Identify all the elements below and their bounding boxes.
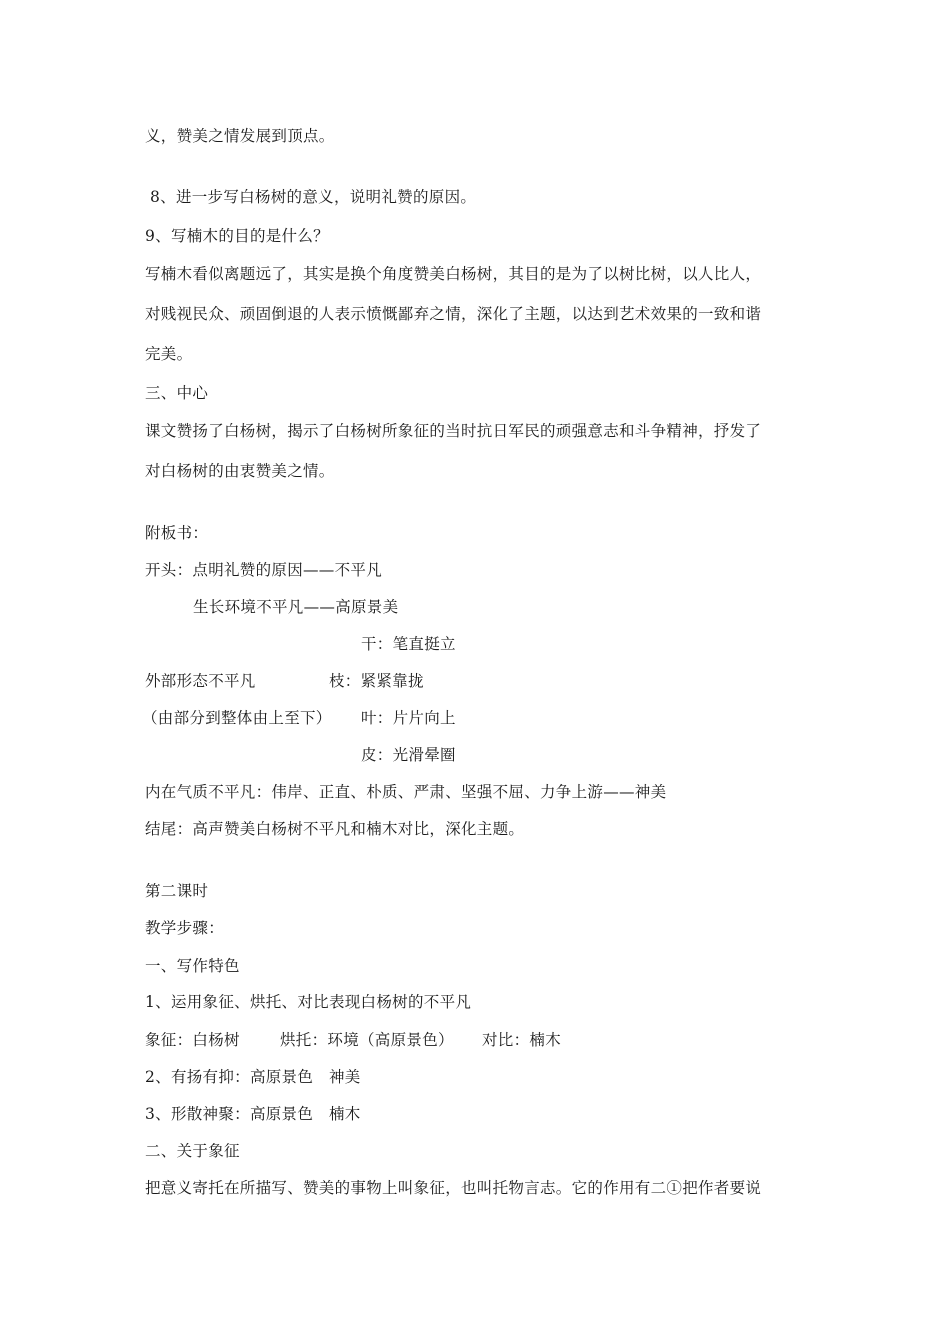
section-heading: 一、写作特色	[145, 957, 240, 975]
text-line: 把意义寄托在所描写、赞美的事物上叫象征，也叫托物言志。它的作用有二①把作者要说	[145, 1179, 762, 1197]
text-line: 完美。	[145, 345, 193, 363]
text-line: 叶：片片向上	[361, 709, 456, 727]
text-line: 3、形散神聚：高原景色 楠木	[145, 1105, 361, 1123]
text-line: 2、有扬有抑：高原景色 神美	[145, 1068, 361, 1086]
text-line: 象征：白杨树	[145, 1031, 240, 1049]
section-heading: 二、关于象征	[145, 1142, 240, 1160]
text-line: （由部分到整体由上至下）	[142, 709, 332, 727]
text-line: 外部形态不平凡	[145, 672, 256, 690]
text-line: 8、进一步写白杨树的意义，说明礼赞的原因。	[150, 188, 477, 206]
section-heading: 第二课时	[145, 882, 209, 900]
section-heading: 三、中心	[145, 384, 209, 402]
section-heading: 附板书：	[145, 524, 209, 542]
text-line: 义，赞美之情发展到顶点。	[145, 127, 335, 145]
text-line: 开头：点明礼赞的原因——不平凡	[145, 561, 383, 579]
text-line: 结尾：高声赞美白杨树不平凡和楠木对比，深化主题。	[145, 820, 525, 838]
text-line: 内在气质不平凡：伟岸、正直、朴质、严肃、坚强不屈、力争上游——神美	[145, 783, 667, 801]
text-line: 对贱视民众、顽固倒退的人表示愤慨鄙弃之情，深化了主题，以达到艺术效果的一致和谐	[145, 305, 762, 323]
text-line: 干：笔直挺立	[361, 635, 456, 653]
text-line: 生长环境不平凡——高原景美	[193, 598, 399, 616]
text-line: 教学步骤：	[145, 919, 225, 937]
text-line: 对白杨树的由衷赞美之情。	[145, 462, 335, 480]
text-line: 写楠木看似离题远了，其实是换个角度赞美白杨树，其目的是为了以树比树，以人比人，	[145, 265, 762, 283]
text-line: 1、运用象征、烘托、对比表现白杨树的不平凡	[145, 993, 472, 1011]
text-line: 9、写楠木的目的是什么？	[145, 227, 329, 245]
text-line: 皮：光滑晕圈	[361, 746, 456, 764]
text-line: 枝：紧紧靠拢	[329, 672, 424, 690]
text-line: 对比：楠木	[482, 1031, 562, 1049]
text-line: 烘托：环境（高原景色）	[280, 1031, 454, 1049]
text-line: 课文赞扬了白杨树，揭示了白杨树所象征的当时抗日军民的顽强意志和斗争精神，抒发了	[145, 422, 762, 440]
